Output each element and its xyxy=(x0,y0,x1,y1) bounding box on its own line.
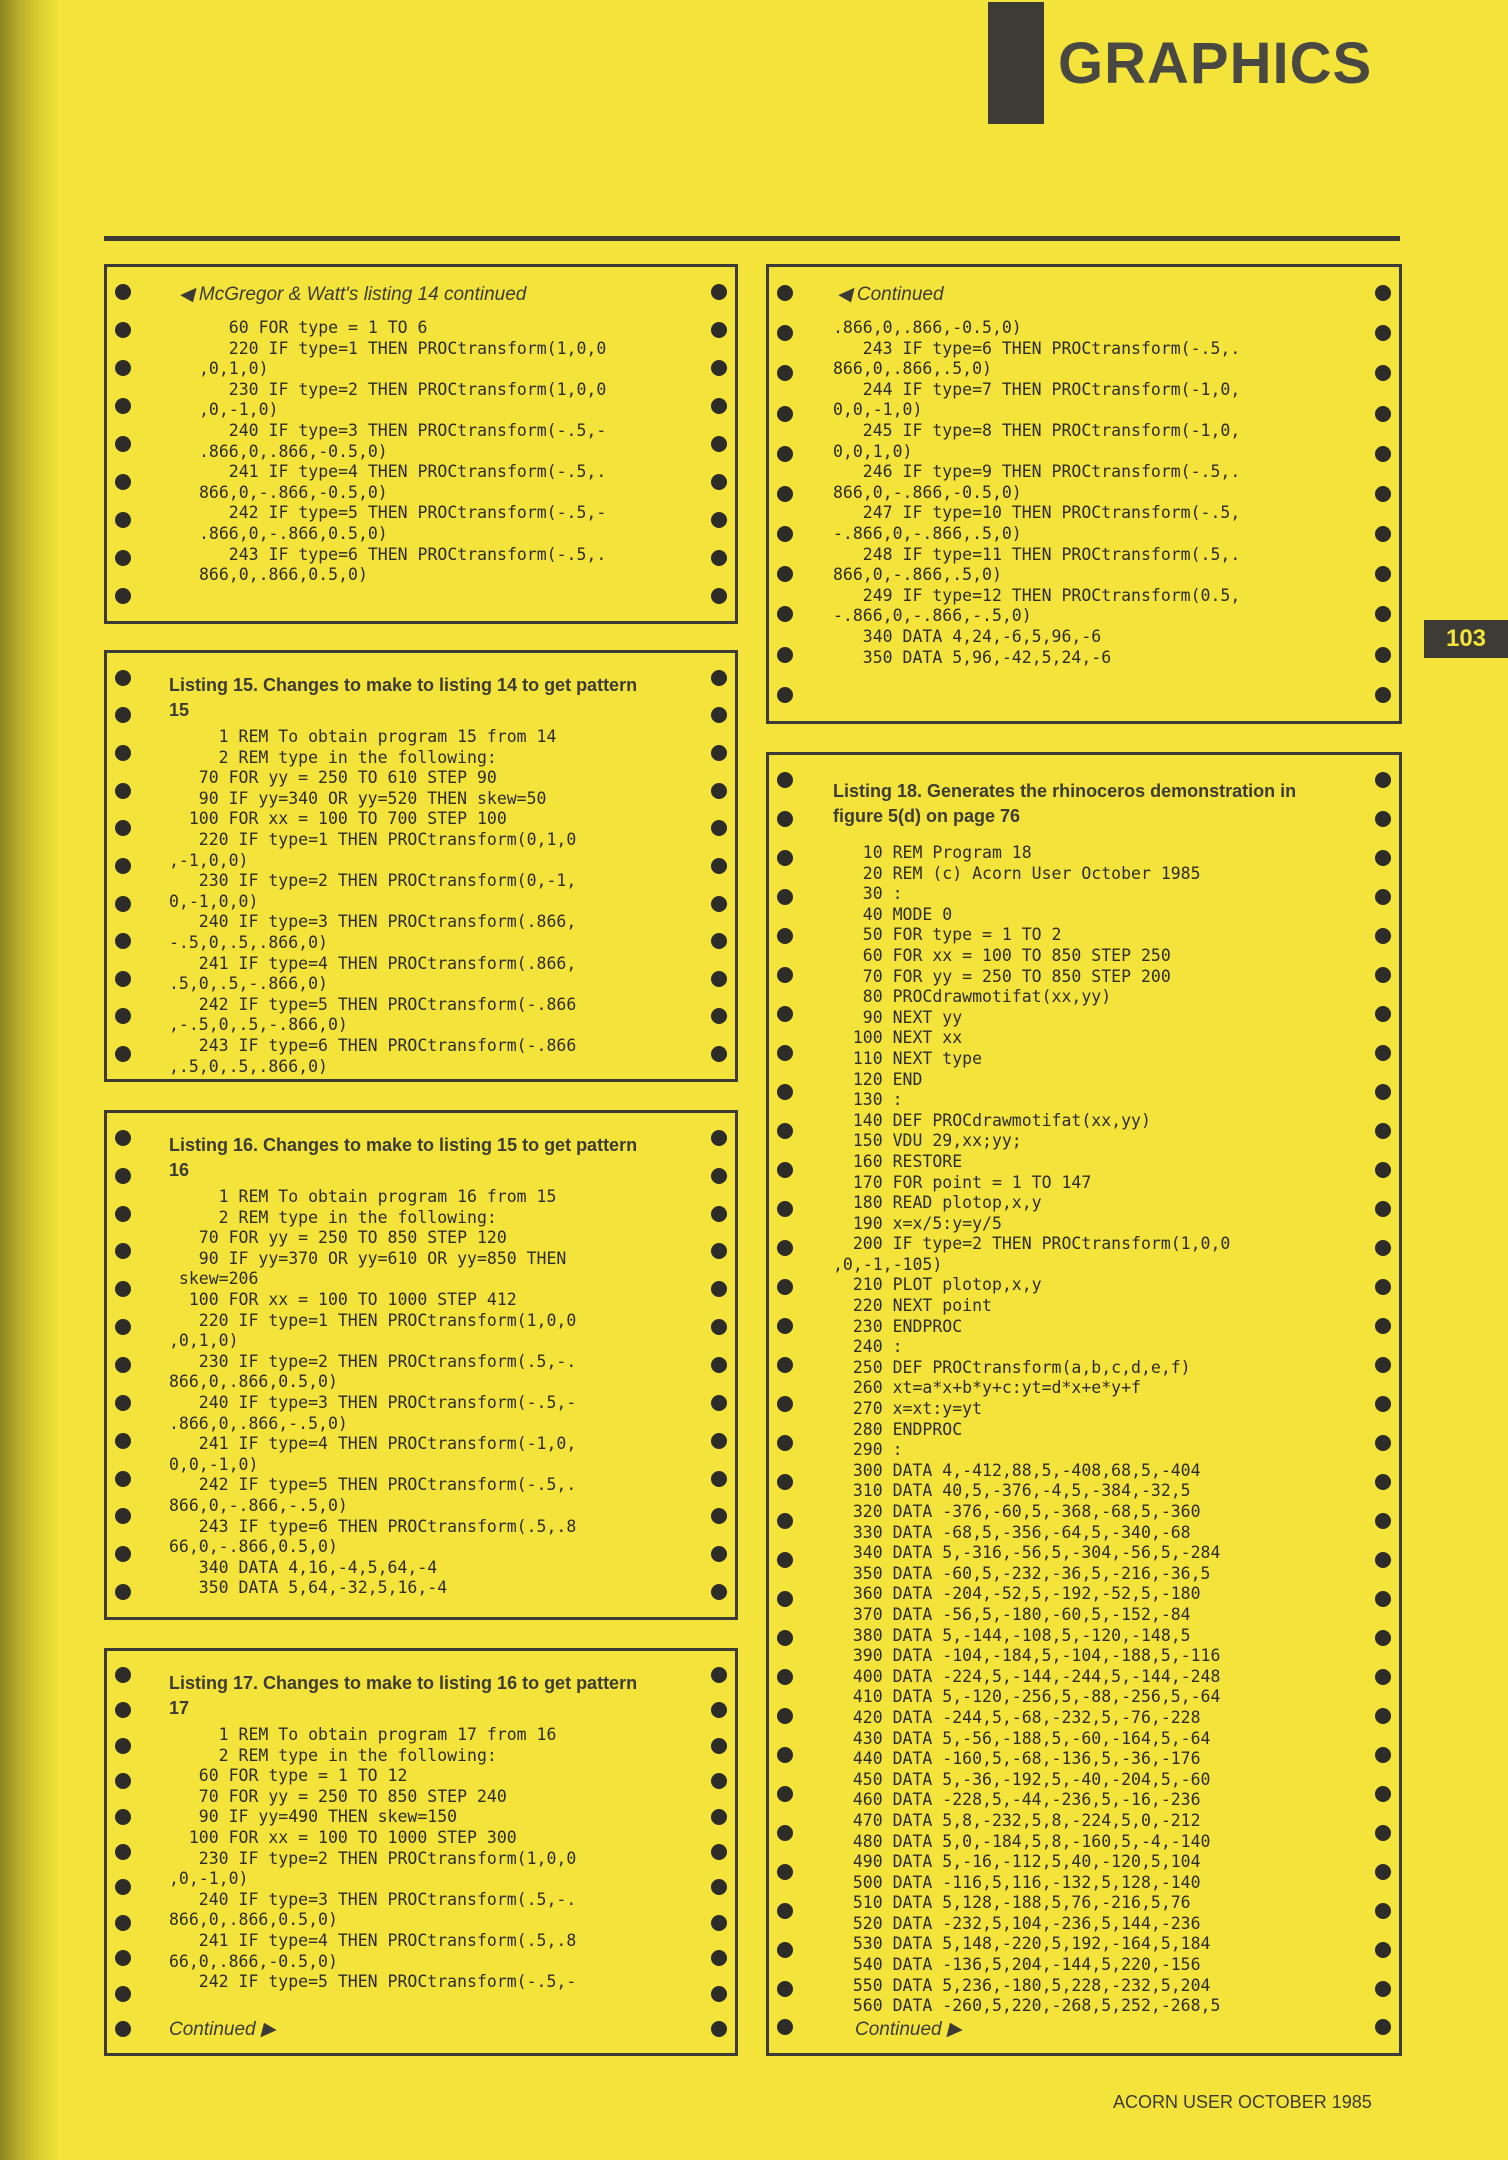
sprocket-hole xyxy=(115,1950,131,1966)
sprocket-holes-left xyxy=(775,761,795,2047)
sprocket-hole xyxy=(711,1433,727,1449)
sprocket-hole xyxy=(115,820,131,836)
code-listing: 10 REM Program 18 20 REM (c) Acorn User October 1985 30 : 40 MODE 0 50 FOR type = 1 TO 2 60 FOR xx = 100 TO 850 STEP 250 70 FOR yy = 250 TO 850 STEP 200 80 PROCdrawmotifat(xx,yy) 90 NEXT yy 100 NEXT xx 110 NEXT type 120 END 130 : 140 DEF PROCdrawmotifat(xx,yy) 150 VDU 29,xx;yy; 160 RESTORE 170 FOR point = 1 TO 147 180 READ plotop,x,y 190 x=x/5:y=y/5 200 IF type=2 THEN PROCtransform(1,0,0 ,0,-1,-105) 210 PLOT plotop,x,y 220 NEXT point 230 ENDPROC 240 : 250 DEF PROCtransform(a,b,c,d,e,f) 260 xt=a*x+b*y+c:yt=d*x+e*y+f 270 x=xt:y=yt 280 ENDPROC 290 : 300 DATA 4,-412,88,5,-408,68,5,-404 310 DATA 40,5,-376,-4,5,-384,-32,5 320 DATA -376,-60,5,-368,-68,5,-360 330 DATA -68,5,-356,-64,5,-340,-68 340 DATA 5,-316,-56,5,-304,-56,5,-284 350 DATA -60,5,-232,-36,5,-216,-36,5 360 DATA -204,-52,5,-192,-52,5,-180 370 DATA -56,5,-180,-60,5,-152,-84 380 DATA 5,-144,-108,5,-120,-148,5 390 DATA -104,-184,5,-104,-188,5,-116 400 DATA -224,5,-144,-244,5,-144,-248 410 DATA 5,-120,-256,5,-88,-256,5,-64 420 DATA -244,5,-68,-232,5,-76,-228 430 DATA 5,-56,-188,5,-60,-164,5,-64 440 DATA -160,5,-68,-136,5,-36,-176 450 DATA 5,-36,-192,5,-40,-204,5,-60 460 DATA -228,5,-44,-236,5,-16,-236 470 DATA 5,8,-232,5,8,-224,5,0,-212 480 DATA 5,0,-184,5,8,-160,5,-4,-140 490 DATA 5,-16,-112,5,40,-120,5,104 500 DATA -116,5,116,-132,5,128,-140 510 DATA 5,128,-188,5,76,-216,5,76 520 DATA -232,5,104,-236,5,144,-236 530 DATA 5,148,-220,5,192,-164,5,184 540 DATA -136,5,204,-144,5,220,-156 550 DATA 5,236,-180,5,228,-232,5,204 560 DATA -260,5,220,-268,5,252,-268,5 xyxy=(833,843,1231,2016)
sprocket-hole xyxy=(1375,1435,1391,1451)
sprocket-hole xyxy=(777,1825,793,1841)
sprocket-hole xyxy=(115,550,131,566)
sprocket-hole xyxy=(1375,1240,1391,1256)
sprocket-hole xyxy=(115,783,131,799)
sprocket-hole xyxy=(115,1809,131,1825)
sprocket-hole xyxy=(777,967,793,983)
sprocket-holes-right xyxy=(709,659,729,1073)
sprocket-hole xyxy=(777,811,793,827)
sprocket-hole xyxy=(1375,1630,1391,1646)
sprocket-hole xyxy=(711,2021,727,2037)
continued-label: Continued ▶ xyxy=(855,2019,962,2040)
sprocket-hole xyxy=(711,783,727,799)
sprocket-hole xyxy=(115,745,131,761)
listing-heading: ◀ McGregor & Watt's listing 14 continued xyxy=(179,284,527,305)
sprocket-hole xyxy=(115,1844,131,1860)
code-listing: 1 REM To obtain program 17 from 16 2 REM type in the following: 60 FOR type = 1 TO 12 70 FOR yy = 250 TO 850 STEP 240 90 IF yy=490 THEN skew=150 100 FOR xx = 100 TO 1000 STEP 300 230 IF type=2 THEN PROCtransform(1,0,0 ,0,-1,0) 240 IF type=3 THEN PROCtransform(.5,-. 866,0,.866,0.5,0) 241 IF type=4 THEN PROCtransform(.5,.8 66,0,.866,-0.5,0) 242 IF type=5 THEN PROCtransform(-.5,- xyxy=(169,1725,577,1992)
sprocket-hole xyxy=(711,858,727,874)
sprocket-hole xyxy=(115,1243,131,1259)
listing-heading: Listing 16. Changes to make to listing 15 to get pattern 16 xyxy=(169,1135,638,1180)
sprocket-hole xyxy=(115,1433,131,1449)
sprocket-hole xyxy=(1375,365,1391,381)
sprocket-hole xyxy=(711,1357,727,1373)
sprocket-hole xyxy=(711,1130,727,1146)
sprocket-hole xyxy=(115,933,131,949)
sprocket-hole xyxy=(115,512,131,528)
top-rule xyxy=(104,236,1400,241)
sprocket-hole xyxy=(1375,1552,1391,1568)
sprocket-hole xyxy=(115,1879,131,1895)
sprocket-hole xyxy=(711,1546,727,1562)
sprocket-hole xyxy=(1375,1513,1391,1529)
sprocket-hole xyxy=(1375,1396,1391,1412)
sprocket-hole xyxy=(711,1319,727,1335)
sprocket-hole xyxy=(777,1201,793,1217)
sprocket-hole xyxy=(711,1915,727,1931)
sprocket-holes-left xyxy=(113,1657,133,2047)
sprocket-hole xyxy=(777,406,793,422)
sprocket-hole xyxy=(115,398,131,414)
sprocket-hole xyxy=(777,1240,793,1256)
sprocket-hole xyxy=(1375,1279,1391,1295)
sprocket-hole xyxy=(115,1584,131,1600)
sprocket-hole xyxy=(777,1357,793,1373)
sprocket-hole xyxy=(115,1773,131,1789)
sprocket-hole xyxy=(711,1243,727,1259)
sprocket-hole xyxy=(1375,1591,1391,1607)
sprocket-hole xyxy=(1375,1006,1391,1022)
sprocket-hole xyxy=(1375,1786,1391,1802)
sprocket-hole xyxy=(115,1206,131,1222)
sprocket-hole xyxy=(711,398,727,414)
listing-14-continued-box xyxy=(104,264,738,624)
sprocket-hole xyxy=(777,1513,793,1529)
sprocket-hole xyxy=(115,858,131,874)
page-footer: ACORN USER OCTOBER 1985 xyxy=(1113,2092,1372,2112)
section-tab-block xyxy=(988,2,1044,124)
listing-18-box xyxy=(766,752,1402,2056)
sprocket-hole xyxy=(777,1396,793,1412)
sprocket-hole xyxy=(777,1747,793,1763)
sprocket-hole xyxy=(115,1046,131,1062)
sprocket-hole xyxy=(1375,2019,1391,2035)
sprocket-hole xyxy=(777,1708,793,1724)
sprocket-hole xyxy=(711,1471,727,1487)
sprocket-hole xyxy=(115,1008,131,1024)
sprocket-hole xyxy=(1375,1123,1391,1139)
sprocket-holes-right xyxy=(709,1657,729,2047)
sprocket-hole xyxy=(711,1702,727,1718)
sprocket-hole xyxy=(777,928,793,944)
sprocket-hole xyxy=(711,474,727,490)
sprocket-hole xyxy=(115,284,131,300)
sprocket-hole xyxy=(115,896,131,912)
sprocket-hole xyxy=(711,360,727,376)
sprocket-hole xyxy=(1375,1942,1391,1958)
sprocket-hole xyxy=(777,1981,793,1997)
sprocket-hole xyxy=(777,1630,793,1646)
sprocket-hole xyxy=(1375,1669,1391,1685)
sprocket-hole xyxy=(711,933,727,949)
sprocket-hole xyxy=(1375,1825,1391,1841)
sprocket-hole xyxy=(711,1879,727,1895)
sprocket-hole xyxy=(115,707,131,723)
sprocket-hole xyxy=(711,322,727,338)
sprocket-holes-right xyxy=(709,1119,729,1611)
sprocket-hole xyxy=(1375,526,1391,542)
code-listing: 60 FOR type = 1 TO 6 220 IF type=1 THEN PROCtransform(1,0,0 ,0,1,0) 230 IF type=2 THEN PROCtransform(1,0,0 ,0,-1,0) 240 IF type=3 THEN PROCtransform(-.5,- .866,0,.866,-0.5,0) 241 IF type=4 THEN PROCtransform(-.5,. 866,0,-.866,-0.5,0) 242 IF type=5 THEN PROCtransform(-.5,- .866,0,-.866,0.5,0) 243 IF type=6 THEN PROCtransform(-.5,. 866,0,.866,0.5,0) xyxy=(199,318,607,585)
sprocket-hole xyxy=(115,1281,131,1297)
sprocket-hole xyxy=(115,474,131,490)
sprocket-hole xyxy=(777,1552,793,1568)
sprocket-holes-left xyxy=(113,1119,133,1611)
sprocket-hole xyxy=(711,971,727,987)
sprocket-hole xyxy=(115,1471,131,1487)
sprocket-hole xyxy=(777,687,793,703)
sprocket-hole xyxy=(777,1864,793,1880)
sprocket-hole xyxy=(777,486,793,502)
sprocket-hole xyxy=(777,526,793,542)
listing-17-continued-box xyxy=(766,264,1402,724)
listing-heading: ◀ Continued xyxy=(837,284,944,305)
sprocket-hole xyxy=(1375,1903,1391,1919)
sprocket-hole xyxy=(777,1045,793,1061)
sprocket-hole xyxy=(1375,1708,1391,1724)
sprocket-hole xyxy=(711,588,727,604)
sprocket-hole xyxy=(1375,928,1391,944)
sprocket-hole xyxy=(1375,647,1391,663)
sprocket-hole xyxy=(711,512,727,528)
sprocket-hole xyxy=(711,670,727,686)
binding-spine xyxy=(0,0,58,2160)
sprocket-hole xyxy=(115,1915,131,1931)
sprocket-hole xyxy=(711,284,727,300)
sprocket-hole xyxy=(1375,566,1391,582)
sprocket-hole xyxy=(115,360,131,376)
sprocket-hole xyxy=(1375,967,1391,983)
sprocket-holes-right xyxy=(1373,761,1393,2047)
sprocket-hole xyxy=(115,971,131,987)
sprocket-hole xyxy=(1375,889,1391,905)
sprocket-hole xyxy=(777,1006,793,1022)
sprocket-hole xyxy=(711,1008,727,1024)
sprocket-hole xyxy=(777,285,793,301)
sprocket-hole xyxy=(1375,772,1391,788)
sprocket-hole xyxy=(711,1773,727,1789)
sprocket-hole xyxy=(1375,446,1391,462)
sprocket-hole xyxy=(777,2019,793,2035)
sprocket-hole xyxy=(115,1546,131,1562)
listing-heading: Listing 17. Changes to make to listing 16 to get pattern 17 xyxy=(169,1673,638,1718)
continued-label: Continued ▶ xyxy=(169,2019,276,2040)
sprocket-hole xyxy=(777,606,793,622)
sprocket-hole xyxy=(777,850,793,866)
listing-16-box xyxy=(104,1110,738,1620)
sprocket-hole xyxy=(777,1279,793,1295)
sprocket-hole xyxy=(115,1986,131,2002)
sprocket-hole xyxy=(115,436,131,452)
sprocket-hole xyxy=(777,1942,793,1958)
listing-heading: Listing 15. Changes to make to listing 14 to get pattern 15 xyxy=(169,675,638,720)
sprocket-hole xyxy=(777,1162,793,1178)
sprocket-holes-left xyxy=(775,273,795,715)
code-listing: 1 REM To obtain program 15 from 14 2 REM type in the following: 70 FOR yy = 250 TO 610 STEP 90 90 IF yy=340 OR yy=520 THEN skew=50 100 FOR xx = 100 TO 700 STEP 100 220 IF type=1 THEN PROCtransform(0,1,0 ,-1,0,0) 230 IF type=2 THEN PROCtransform(0,-1, 0,-1,0,0) 240 IF type=3 THEN PROCtransform(.866, -.5,0,.5,.866,0) 241 IF type=4 THEN PROCtransform(.866, .5,0,.5,-.866,0) 242 IF type=5 THEN PROCtransform(-.866 ,-.5,0,.5,-.866,0) 243 IF type=6 THEN PROCtransform(-.866 ,.5,0,.5,.866,0) xyxy=(169,727,577,1076)
sprocket-hole xyxy=(777,1474,793,1490)
sprocket-hole xyxy=(777,1318,793,1334)
sprocket-hole xyxy=(711,1046,727,1062)
sprocket-hole xyxy=(711,1809,727,1825)
sprocket-hole xyxy=(1375,1045,1391,1061)
sprocket-hole xyxy=(777,1669,793,1685)
sprocket-hole xyxy=(115,1508,131,1524)
sprocket-hole xyxy=(711,820,727,836)
sprocket-hole xyxy=(1375,486,1391,502)
sprocket-hole xyxy=(1375,406,1391,422)
sprocket-hole xyxy=(115,588,131,604)
sprocket-hole xyxy=(115,1130,131,1146)
page-number: 103 xyxy=(1424,620,1508,658)
sprocket-hole xyxy=(1375,1318,1391,1334)
sprocket-hole xyxy=(1375,1864,1391,1880)
sprocket-hole xyxy=(777,889,793,905)
sprocket-hole xyxy=(1375,606,1391,622)
sprocket-hole xyxy=(711,436,727,452)
code-listing: .866,0,.866,-0.5,0) 243 IF type=6 THEN PROCtransform(-.5,. 866,0,.866,.5,0) 244 IF type=7 THEN PROCtransform(-1,0, 0,0,-1,0) 245 IF type=8 THEN PROCtransform(-1,0, 0,0,1,0) 246 IF type=9 THEN PROCtransform(-.5,. 866,0,-.866,-0.5,0) 247 IF type=10 THEN PROCtransform(-.5, -.866,0,-.866,.5,0) 248 IF type=11 THEN PROCtransform(.5,. 866,0,-.866,.5,0) 249 IF type=12 THEN PROCtransform(0.5, -.866,0,-.866,-.5,0) 340 DATA 4,24,-6,5,96,-6 350 DATA 5,96,-42,5,24,-6 xyxy=(833,318,1241,667)
sprocket-holes-right xyxy=(709,273,729,615)
sprocket-holes-left xyxy=(113,659,133,1073)
sprocket-hole xyxy=(777,446,793,462)
sprocket-hole xyxy=(1375,850,1391,866)
sprocket-hole xyxy=(711,745,727,761)
sprocket-hole xyxy=(1375,1474,1391,1490)
listing-heading: Listing 18. Generates the rhinoceros demonstration in figure 5(d) on page 76 xyxy=(833,781,1297,826)
sprocket-hole xyxy=(711,1508,727,1524)
sprocket-hole xyxy=(711,550,727,566)
sprocket-holes-left xyxy=(113,273,133,615)
sprocket-hole xyxy=(777,1123,793,1139)
sprocket-hole xyxy=(711,896,727,912)
sprocket-hole xyxy=(711,1584,727,1600)
sprocket-hole xyxy=(777,566,793,582)
sprocket-hole xyxy=(1375,687,1391,703)
sprocket-hole xyxy=(777,1903,793,1919)
sprocket-hole xyxy=(777,1786,793,1802)
sprocket-hole xyxy=(115,1357,131,1373)
sprocket-hole xyxy=(1375,325,1391,341)
listing-17-box xyxy=(104,1648,738,2056)
sprocket-hole xyxy=(115,1702,131,1718)
sprocket-hole xyxy=(777,1591,793,1607)
sprocket-hole xyxy=(1375,1747,1391,1763)
sprocket-hole xyxy=(1375,1981,1391,1997)
sprocket-hole xyxy=(115,322,131,338)
sprocket-hole xyxy=(1375,1357,1391,1373)
sprocket-hole xyxy=(1375,1162,1391,1178)
sprocket-hole xyxy=(777,772,793,788)
sprocket-hole xyxy=(711,1844,727,1860)
sprocket-hole xyxy=(1375,285,1391,301)
sprocket-hole xyxy=(711,1950,727,1966)
sprocket-hole xyxy=(115,1395,131,1411)
sprocket-hole xyxy=(115,1168,131,1184)
sprocket-hole xyxy=(1375,1084,1391,1100)
sprocket-hole xyxy=(711,1395,727,1411)
sprocket-hole xyxy=(115,1319,131,1335)
sprocket-hole xyxy=(711,1986,727,2002)
sprocket-hole xyxy=(115,1667,131,1683)
sprocket-holes-right xyxy=(1373,273,1393,715)
sprocket-hole xyxy=(711,1206,727,1222)
sprocket-hole xyxy=(711,1281,727,1297)
sprocket-hole xyxy=(115,1738,131,1754)
code-listing: 1 REM To obtain program 16 from 15 2 REM type in the following: 70 FOR yy = 250 TO 850 STEP 120 90 IF yy=370 OR yy=610 OR yy=850 THEN skew=206 100 FOR xx = 100 TO 1000 STEP 412 220 IF type=1 THEN PROCtransform(1,0,0 ,0,1,0) 230 IF type=2 THEN PROCtransform(.5,-. 866,0,.866,0.5,0) 240 IF type=3 THEN PROCtransform(-.5,- .866,0,.866,-.5,0) 241 IF type=4 THEN PROCtransform(-1,0, 0,0,-1,0) 242 IF type=5 THEN PROCtransform(-.5,. 866,0,-.866,-.5,0) 243 IF type=6 THEN PROCtransform(.5,.8 66,0,-.866,0.5,0) 340 DATA 4,16,-4,5,64,-4 350 DATA 5,64,-32,5,16,-4 xyxy=(169,1187,577,1598)
section-title: GRAPHICS xyxy=(1058,31,1373,96)
sprocket-hole xyxy=(777,325,793,341)
sprocket-hole xyxy=(1375,1201,1391,1217)
sprocket-hole xyxy=(777,647,793,663)
listing-15-box xyxy=(104,650,738,1082)
sprocket-hole xyxy=(115,2021,131,2037)
sprocket-hole xyxy=(1375,811,1391,827)
sprocket-hole xyxy=(711,1738,727,1754)
sprocket-hole xyxy=(777,1084,793,1100)
sprocket-hole xyxy=(711,1168,727,1184)
sprocket-hole xyxy=(777,365,793,381)
sprocket-hole xyxy=(115,670,131,686)
sprocket-hole xyxy=(777,1435,793,1451)
sprocket-hole xyxy=(711,1667,727,1683)
sprocket-hole xyxy=(711,707,727,723)
